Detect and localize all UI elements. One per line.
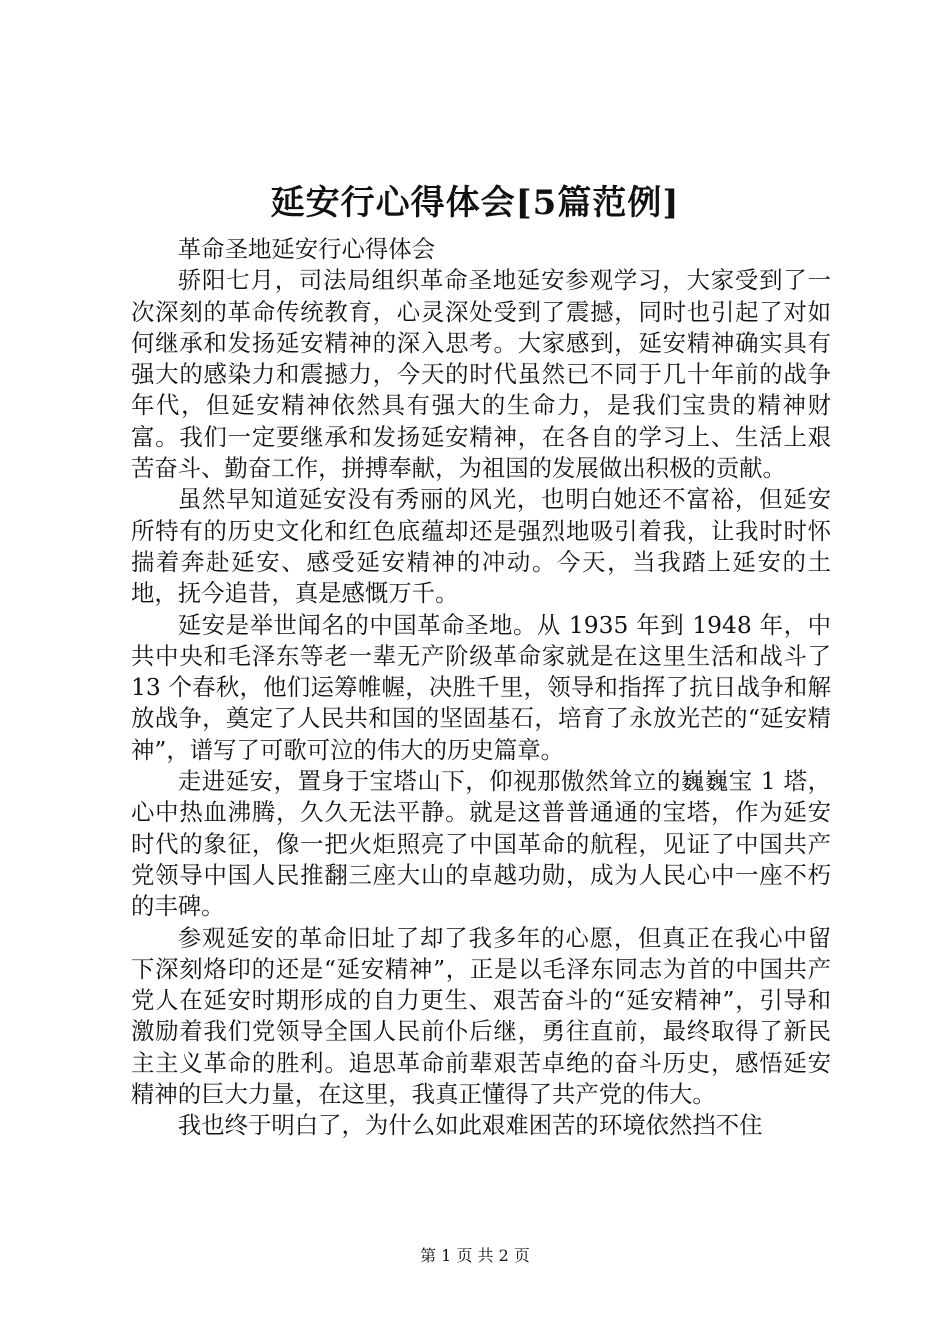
- document-title: 延安行心得体会[5篇范例]: [270, 183, 680, 223]
- paragraph-5: 参观延安的革命旧址了却了我多年的心愿，但真正在我心中留下深刻烙印的还是“延安精神”，正是以毛泽东同志为首的中国共产党人在延安时期形成的自力更生、艰苦奋斗的“延安精神”，引导和激励着我们党领导全国人民前仆后继，勇往直前，最终取得了新民主主义革命的胜利。追思革命前辈艰苦卓绝的奋斗历史，感悟延安精神的巨大力量，在这里，我真正懂得了共产党的伟大。: [131, 923, 831, 1109]
- paragraph-1: 骄阳七月，司法局组织革命圣地延安参观学习，大家受到了一次深刻的革命传统教育，心灵深处受到了震撼，同时也引起了对如何继承和发扬延安精神的深入思考。大家感到，延安精神确实具有强大的感染力和震撼力，今天的时代虽然已不同于几十年前的战争年代，但延安精神依然具有强大的生命力，是我们宝贵的精神财富。我们一定要继承和发扬延安精神，在各自的学习上、生活上艰苦奋斗、勤奋工作，拼搏奉献，为祖国的发展做出积极的贡献。: [131, 266, 831, 483]
- document-body: [131, 234, 831, 1142]
- paragraph-6: 我也终于明白了，为什么如此艰难困苦的环境依然挡不住: [177, 1111, 763, 1140]
- paragraph-2: 虽然早知道延安没有秀丽的风光，也明白她还不富裕，但延安所特有的历史文化和红色底蕴却还是强烈地吸引着我，让我时时怀揣着奔赴延安、感受延安精神的冲动。今天，当我踏上延安的土地，抚今追昔，真是感慨万千。: [131, 485, 831, 608]
- page-number-footer: 第 1 页 共 2 页: [420, 1246, 530, 1265]
- paragraph-4: 走进延安，置身于宝塔山下，仰视那傲然耸立的巍巍宝 1 塔，心中热血沸腾，久久无法平静。就是这普普通通的宝塔，作为延安时代的象征，像一把火炬照亮了中国革命的航程，见证了中国共产党领导中国人民推翻三座大山的卓越功勋，成为人民心中一座不朽的丰碑。: [131, 767, 831, 921]
- paragraph-3: 延安是举世闻名的中国革命圣地。从 1935 年到 1948 年，中共中央和毛泽东等老一辈无产阶级革命家就是在这里生活和战斗了 13 个春秋，他们运筹帷幄，决胜千里，领导和指挥了抗日战争和解放战争，奠定了人民共和国的坚固基石，培育了永放光芒的“延安精神”，谱写了可歌可泣的伟大的历史篇章。: [131, 610, 831, 764]
- document-subtitle: 革命圣地延安行心得体会: [177, 235, 436, 263]
